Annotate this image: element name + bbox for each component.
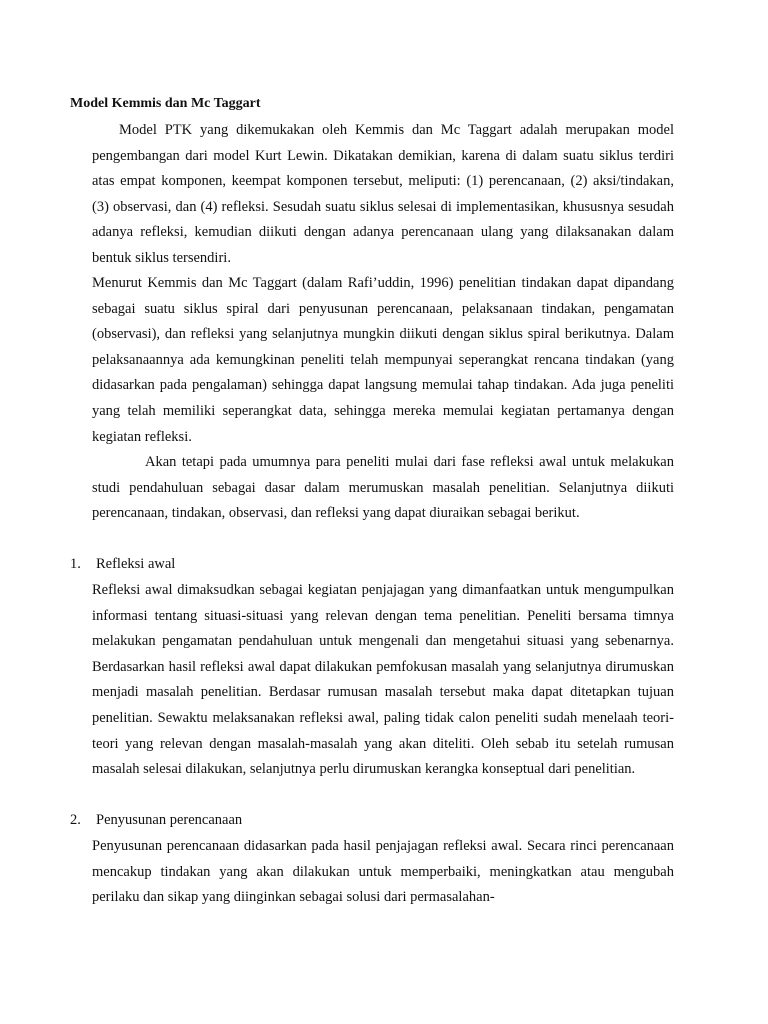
list-item-title: Refleksi awal (96, 556, 176, 572)
list-item-body: Penyusunan perencanaan didasarkan pada hasil penjajagan refleksi awal. Secara rinci perencanaan mencakup tindakan yang akan dilakukan untuk memperbaiki, meningkatkan atau mengubah perilaku dan sikap yang diinginkan sebagai solusi dari permasalahan- (92, 838, 674, 906)
list-item-body: Refleksi awal dimaksudkan sebagai kegiatan penjajagan yang dimanfaatkan untuk mengumpulkan informasi tentang situasi-situasi yang relevan dengan tema penelitian. Peneliti bersama timnya melakukan pengamatan pendahuluan untuk mengenali dan mengetahui situasi yang sebenarnya. Berdasarkan hasil refleksi awal dapat dilakukan pemfokusan masalah yang selanjutnya dirumuskan menjadi masalah penelitian. Berdasar rumusan masalah tersebut maka dapat ditetapkan tujuan penelitian. Sewaktu melaksanakan refleksi awal, paling tidak calon peneliti sudah menelaah teori-teori yang relevan dengan masalah-masalah yang akan diteliti. Oleh sebab itu setelah rumusan masalah selesai dilakukan, selanjutnya perlu dirumuskan kerangka konseptual dari penelitian. (92, 582, 674, 778)
list-item-heading (70, 552, 175, 578)
list-item-number: 2. (70, 812, 81, 828)
list-item-heading (70, 808, 242, 834)
list-item-title: Penyusunan perencanaan (96, 812, 243, 828)
section-heading: Model Kemmis dan Mc Taggart (70, 96, 261, 111)
paragraph-spiral-cycle: Menurut Kemmis dan Mc Taggart (dalam Rafi’uddin, 1996) penelitian tindakan dapat dipandang sebagai suatu siklus spiral dari penyusunan perencanaan, pelaksanaan tindakan, pengamatan (observasi), dan refleksi yang selanjutnya mungkin diikuti dengan siklus spiral berikutnya. Dalam pelaksanaannya ada kemungkinan peneliti telah mempunyai seperangkat rencana tindakan (yang didasarkan pada pengalaman) sehingga dapat langsung memulai tahap tindakan. Ada juga peneliti yang telah memiliki seperangkat data, sehingga mereka memulai kegiatan pertamanya dengan kegiatan refleksi. (92, 275, 674, 445)
list-item-number: 1. (70, 556, 81, 572)
paragraph-model-overview: Model PTK yang dikemukakan oleh Kemmis dan Mc Taggart adalah merupakan model pengembangan dari model Kurt Lewin. Dikatakan demikian, karena di dalam suatu siklus terdiri atas empat komponen, keempat komponen tersebut, meliputi: (1) perencanaan, (2) aksi/tindakan, (3) observasi, dan (4) refleksi. Sesudah suatu siklus selesai di implementasikan, khususnya sesudah adanya refleksi, kemudian diikuti dengan adanya perencanaan ulang yang dilaksanakan dalam bentuk siklus tersendiri. (92, 122, 674, 266)
paragraph-initial-reflection-intro: Akan tetapi pada umumnya para peneliti mulai dari fase refleksi awal untuk melakukan studi pendahuluan sebagai dasar dalam merumuskan masalah penelitian. Selanjutnya diikuti perencanaan, tindakan, observasi, dan refleksi yang dapat diuraikan sebagai berikut. (92, 454, 674, 522)
